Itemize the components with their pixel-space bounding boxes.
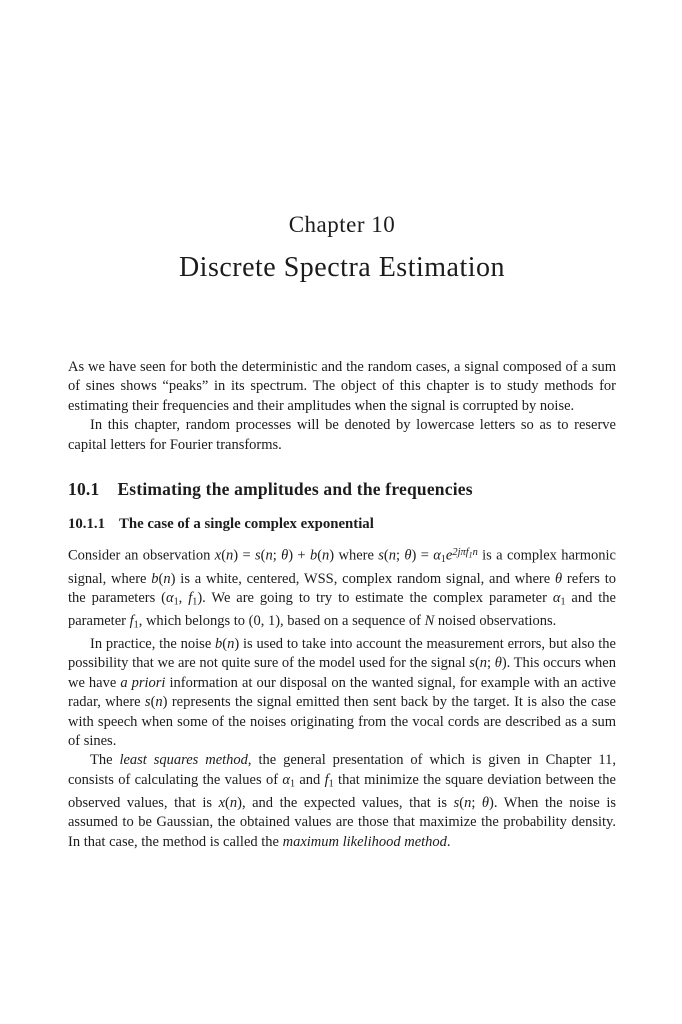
paragraph-intro: As we have seen for both the deterministic and the random cases, a signal composed of a sum of sines shows “peaks” in its spectrum. The object of this chapter is to study methods for estimating their frequencies and their amplitudes when the signal is corrupted by noise. bbox=[68, 359, 616, 414]
paragraph-model: Consider an observation x(n) = s(n; θ) + b(n) where s(n; $\theta) = \alpha_1e^{2j\pi f}1^n$ is a complex harmonic signal, where b(n) is a white, centered, WSS, complex random signal, and where θ refers to the parameters ($\alpha_1$, $f_1$). We are going to try to estimate the complex parameter $\alpha_1$ and the parameter $f_1$, which belongs to (0, 1), based on a sequence of N noised observations. bbox=[68, 547, 617, 631]
section-title: Estimating the amplitudes and the frequencies bbox=[117, 479, 473, 500]
section-heading bbox=[68, 479, 616, 500]
text-column bbox=[68, 212, 616, 852]
subsection-title: The case of a single complex exponential bbox=[119, 516, 374, 533]
paragraph-noise: In practice, the noise b(n) is used to take into account the measurement errors, but also the possibility that we are not quite sure of the model used for the signal s(n; θ). This occurs when we have a priori information at our disposal on the wanted signal, for example with an active radar, where s(n) represents the signal emitted then sent back by the target. It is also the case with speech when some of the noises originating from the vocal cords are described as a sum of sines. bbox=[68, 635, 616, 749]
section-number: 10.1 bbox=[68, 479, 100, 500]
body-text bbox=[68, 358, 616, 852]
paragraph-least-squares: The least squares method, the general presentation of which is given in Chapter 11, consists of calculating the values of $\alpha_1$ and $f_1$ that minimize the square deviation between the observed values, that is x(n), and the expected values, that is s(n; θ). When the noise is assumed to be Gaussian, the obtained values are those that maximize the probability density. In that case, the method is called the maximum likelihood method. bbox=[68, 752, 617, 850]
paragraph-notation: In this chapter, random processes will be denoted by lowercase letters so as to reserve capital letters for Fourier transforms. bbox=[68, 417, 616, 453]
chapter-title: Discrete Spectra Estimation bbox=[178, 252, 506, 283]
chapter-head bbox=[68, 212, 616, 284]
subsection-number: 10.1.1 bbox=[68, 516, 105, 533]
subsection-heading bbox=[68, 516, 616, 533]
chapter-label: Chapter 10 bbox=[288, 212, 396, 237]
